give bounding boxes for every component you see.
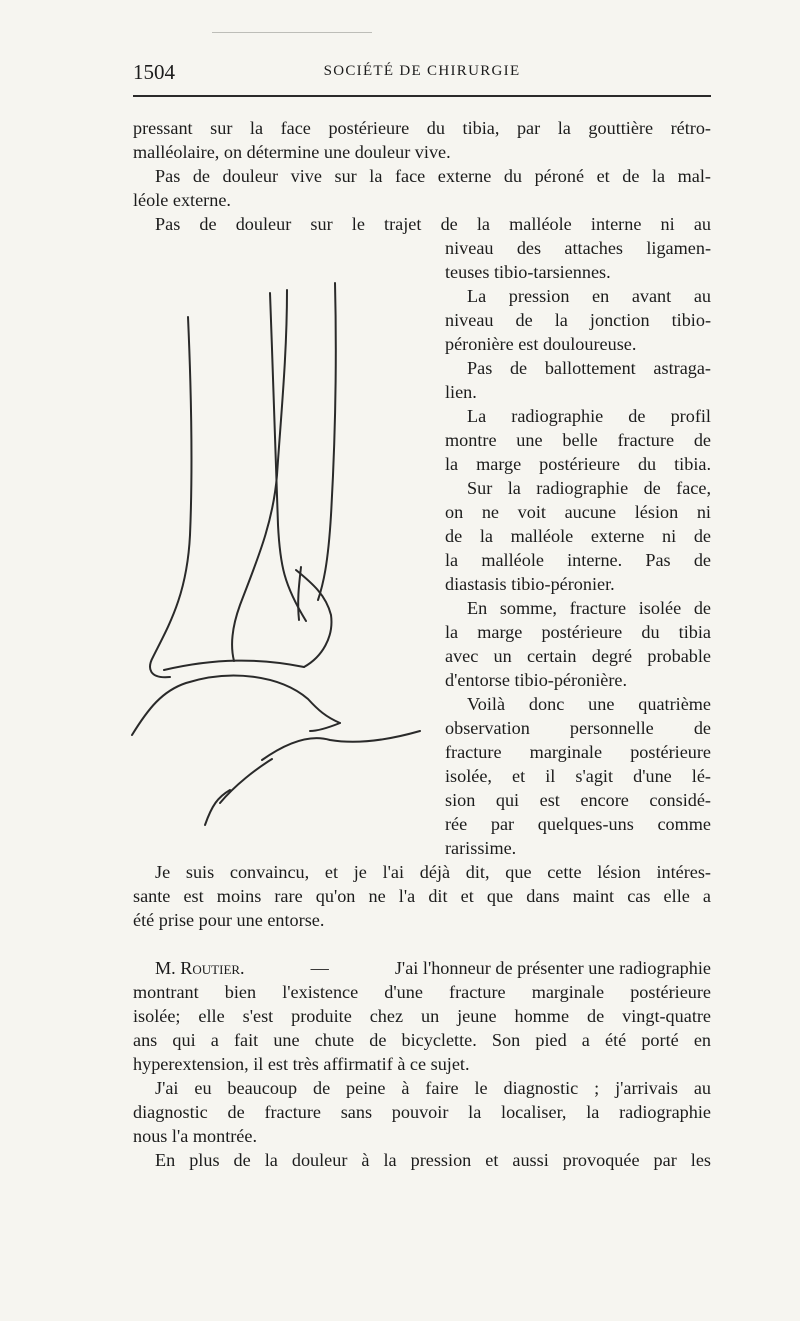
calcaneus-upper xyxy=(262,731,420,760)
text-line: Pas de ballottement astraga- xyxy=(467,358,711,378)
page-header xyxy=(133,60,711,86)
text-line: Voilà donc une quatrième xyxy=(467,694,711,714)
text-line: J'ai eu beaucoup de peine à faire le diagnostic ; j'arrivais au xyxy=(155,1078,711,1098)
speaker-line xyxy=(133,956,711,980)
text-line: ans qui a fait une chute de bicyclette. Son pied a été porté en xyxy=(133,1030,711,1050)
text-line: fracture marginale postérieure xyxy=(445,742,711,762)
text-line: la marge postérieure du tibia. xyxy=(445,454,711,474)
text-line: Sur la radiographie de face, xyxy=(467,478,711,498)
text-line: isolée; elle s'est produite chez un jeune homme de vingt-quatre xyxy=(133,1006,711,1026)
text-line: on ne voit aucune lésion ni xyxy=(445,502,711,522)
text-line: En somme, fracture isolée de xyxy=(467,598,711,618)
text-line: rarissime. xyxy=(445,838,517,858)
text-line: montrant bien l'existence d'une fracture marginale postérieure xyxy=(133,982,711,1002)
text-line: sion qui est encore considé- xyxy=(445,790,711,810)
text-line: diastasis tibio-péronier. xyxy=(445,574,615,594)
speaker-dash: — xyxy=(310,958,329,978)
text-line: hyperextension, il est très affirmatif à ce sujet. xyxy=(133,1054,470,1074)
header-rule xyxy=(133,95,711,97)
text-line: été prise pour une entorse. xyxy=(133,910,325,930)
text-line: sante est moins rare qu'on ne l'a dit et que dans maint cas elle a xyxy=(133,886,711,906)
speaker-name: M. Routier. xyxy=(155,958,245,978)
text-line: Pas de douleur sur le trajet de la malléole interne ni au xyxy=(155,214,711,234)
text-line: La radiographie de profil xyxy=(467,406,711,426)
tibia-inner-line xyxy=(232,290,287,661)
text-line: léole externe. xyxy=(133,190,231,210)
text-line: péronière est douloureuse. xyxy=(445,334,637,354)
text-line: isolée, et il s'agit d'une lé- xyxy=(445,766,711,786)
text-line: rée par quelques-uns comme xyxy=(445,814,711,834)
text-line: niveau de la jonction tibio- xyxy=(445,310,711,330)
text-line: J'ai l'honneur de présenter une radiographie xyxy=(394,958,711,978)
top-rule xyxy=(212,32,372,33)
text-line: Je suis convaincu, et je l'ai déjà dit, que cette lésion intéres- xyxy=(155,862,711,882)
text-line: niveau des attaches ligamen- xyxy=(445,238,711,258)
text-line: observation personnelle de xyxy=(445,718,711,738)
ankle-fracture-illustration xyxy=(120,265,440,835)
text-line: montre une belle fracture de xyxy=(445,430,711,450)
text-line: la malléole interne. Pas de xyxy=(445,550,711,570)
talus-dome xyxy=(132,676,340,735)
posterior-fragment xyxy=(296,570,331,667)
fibula-anterior-edge xyxy=(150,317,191,677)
text-line: malléolaire, on détermine une douleur vive. xyxy=(133,142,451,162)
text-line: En plus de la douleur à la pression et aussi provoquée par les xyxy=(155,1150,711,1170)
text-line: teuses tibio-tarsiennes. xyxy=(445,262,611,282)
page-number: 1504 xyxy=(133,60,175,84)
text-line: lien. xyxy=(445,382,477,402)
text-line: Pas de douleur vive sur la face externe du péroné et de la mal- xyxy=(155,166,711,186)
text-line: avec un certain degré probable xyxy=(445,646,711,666)
text-line: d'entorse tibio-péronière. xyxy=(445,670,628,690)
calcaneus-lower xyxy=(220,759,272,803)
text-line: la marge postérieure du tibia xyxy=(445,622,711,642)
posterior-tubercle xyxy=(310,723,340,731)
text-line: diagnostic de fracture sans pouvoir la localiser, la radiographie xyxy=(133,1102,711,1122)
text-line: pressant sur la face postérieure du tibia, par la gouttière rétro- xyxy=(133,118,711,138)
text-line: La pression en avant au xyxy=(467,286,711,306)
text-line: nous l'a montrée. xyxy=(133,1126,257,1146)
text-line: de la malléole externe ni de xyxy=(445,526,711,546)
running-title: SOCIÉTÉ DE CHIRURGIE xyxy=(323,63,521,79)
tibia-posterior-edge xyxy=(318,283,336,600)
